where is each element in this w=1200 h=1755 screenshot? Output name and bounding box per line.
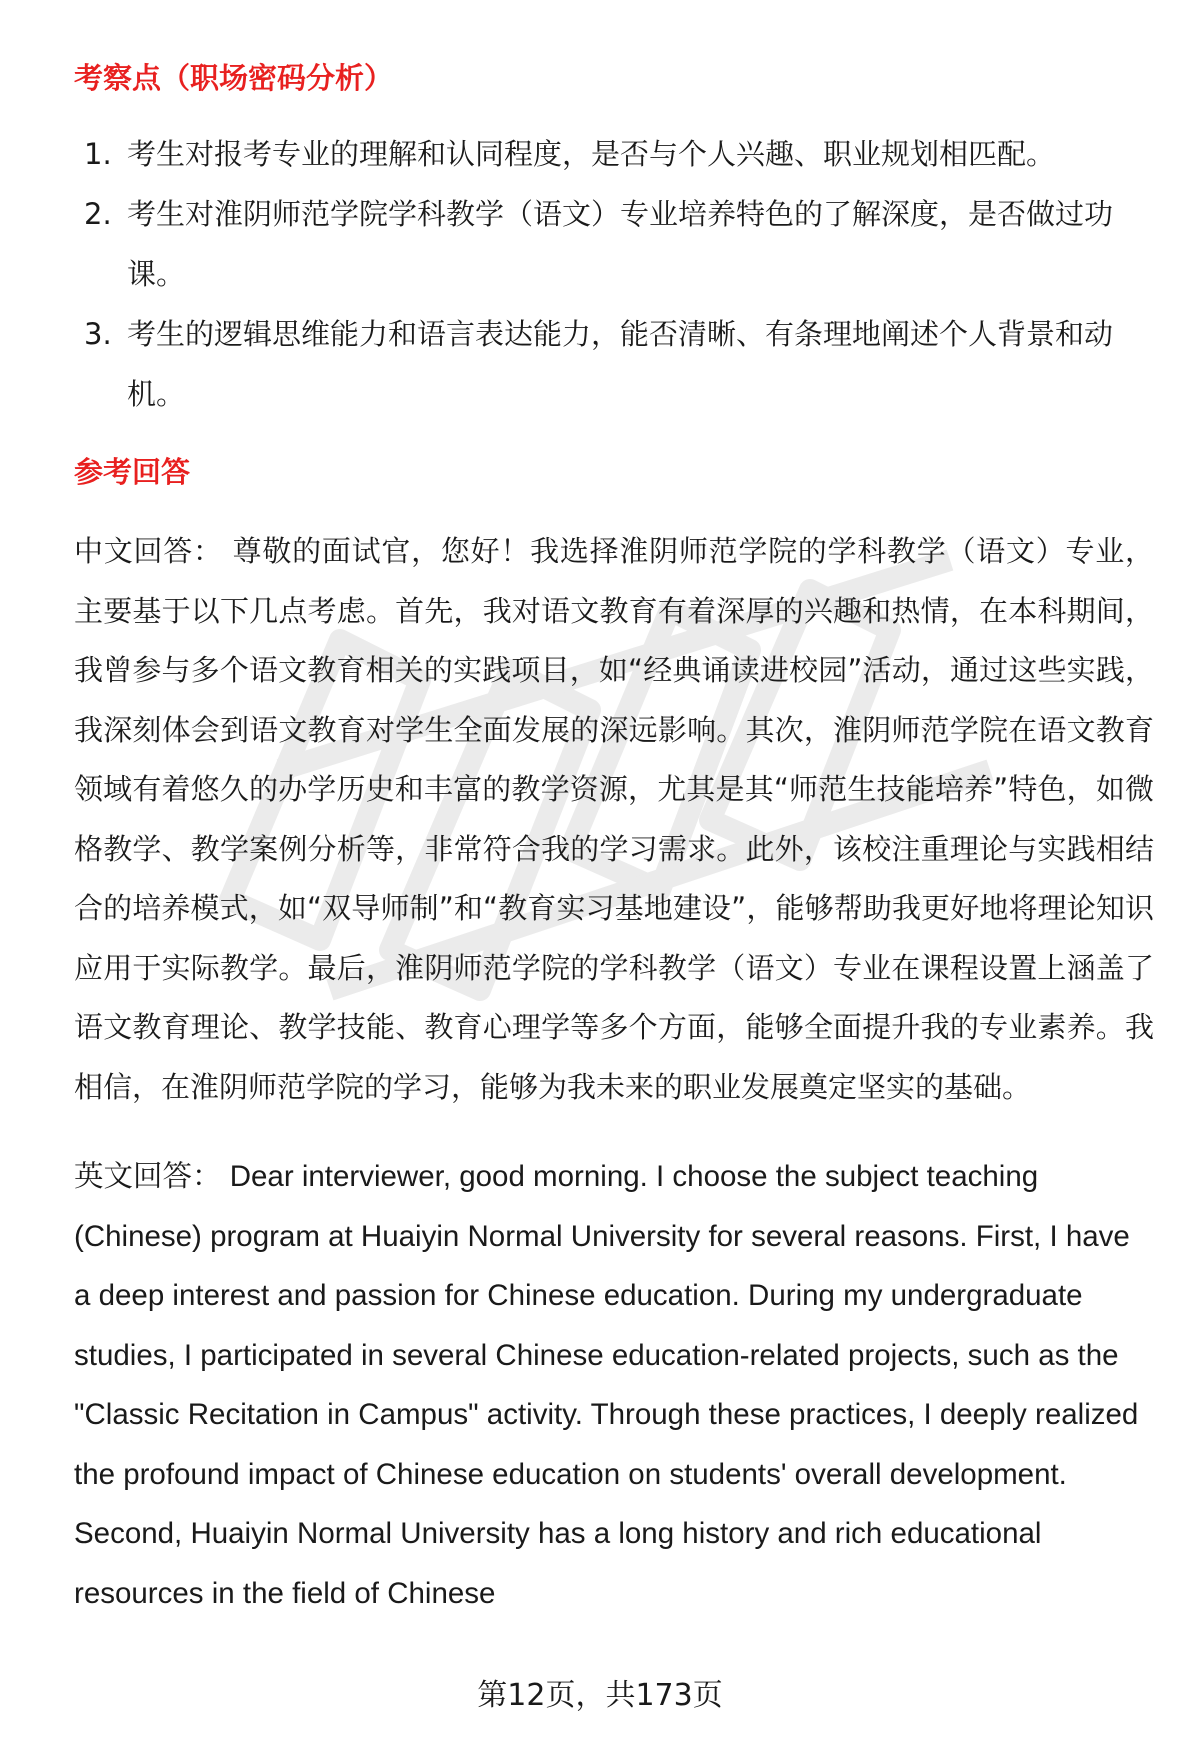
list-item-text: 考生对报考专业的理解和认同程度，是否与个人兴趣、职业规划相匹配。 [127, 137, 1056, 171]
list-item [74, 304, 1154, 424]
section-heading-reference-answer: 参考回答 [74, 455, 191, 489]
document-page [74, 58, 1154, 1623]
assessment-points-list [74, 124, 1154, 424]
list-item-text: 考生对淮阴师范学院学科教学（语文）专业培养特色的了解深度，是否做过功课。 [127, 197, 1114, 291]
list-item-number: 1. [84, 137, 112, 171]
chinese-answer-paragraph: 中文回答： 尊敬的面试官，您好！我选择淮阴师范学院的学科教学（语文）专业，主要基于以下几点考虑。首先，我对语文教育有着深厚的兴趣和热情，在本科期间，我曾参与多个语文教育相关的实践项目，如“经典诵读进校园”活动，通过这些实践，我深刻体会到语文教育对学生全面发展的深远影响。其次，淮阴师范学院在语文教育领域有着悠久的办学历史和丰富的教学资源，尤其是其“师范生技能培养”特色，如微格教学、教学案例分析等，非常符合我的学习需求。此外，该校注重理论与实践相结合的培养模式，如“双导师制”和“教育实习基地建设”，能够帮助我更好地将理论知识应用于实际教学。最后，淮阴师范学院的学科教学（语文）专业在课程设置上涵盖了语文教育理论、教学技能、教育心理学等多个方面，能够全面提升我的专业素养。我相信，在淮阴师范学院的学习，能够为我未来的职业发展奠定坚实的基础。 [74, 534, 1154, 1104]
page-number-footer: 第12页，共173页 [477, 1678, 723, 1713]
list-item-number: 3. [84, 317, 112, 351]
english-answer-paragraph: 英文回答： Dear interviewer, good morning. I choose the subject teaching (Chinese) program at Huaiyin Normal University for several reasons. First, I have a deep interest and passion for Chinese education. During my undergraduate studies, I participated in several Chinese education-related projects, such as the "Classic Recitation in Campus" activity. Through these practices, I deeply realized the profound impact of Chinese education on students' overall development. Second, Huaiyin Normal University has a long history and rich educational resources in the field of Chinese [74, 1160, 1139, 1610]
list-item [74, 184, 1154, 304]
list-item-text: 考生的逻辑思维能力和语言表达能力，能否清晰、有条理地阐述个人背景和动机。 [127, 317, 1114, 411]
section-heading-assessment-points: 考察点（职场密码分析） [74, 61, 394, 95]
list-item [74, 124, 1154, 184]
list-item-number: 2. [84, 197, 112, 231]
